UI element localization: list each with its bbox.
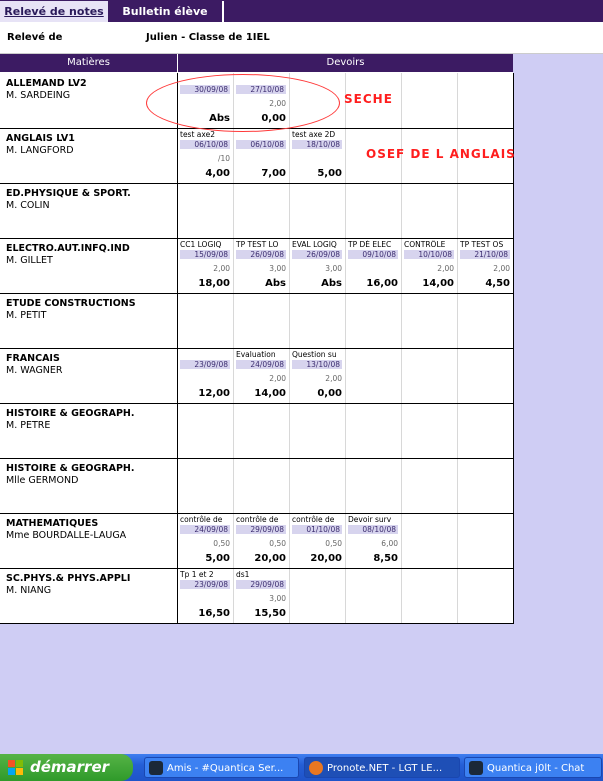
grade-cell[interactable]: [290, 348, 345, 403]
task-label: Quantica j0lt - Chat: [487, 763, 585, 774]
assignment-date: 13/10/08: [292, 360, 342, 369]
grade-value: 16,50: [198, 608, 230, 619]
grade-value: 5,00: [205, 553, 230, 564]
red-circle-annotation: [146, 74, 340, 132]
assignment-coefficient: 0,50: [325, 539, 342, 548]
assignment-title: CONTRÔLE: [404, 240, 446, 249]
assignment-date: 26/09/08: [292, 250, 342, 259]
assignment-coefficient: /10: [218, 154, 231, 163]
subject-row: [0, 403, 513, 459]
tab-releve-de-notes[interactable]: Relevé de notes: [0, 1, 108, 22]
assignment-date: 24/09/08: [236, 360, 286, 369]
subject-row: [0, 568, 513, 624]
grade-value: Abs: [265, 278, 286, 289]
assignment-title: TP TEST LO: [236, 240, 279, 249]
teacher-name: M. COLIN: [6, 200, 50, 211]
assignment-title: TP TEST OS: [460, 240, 504, 249]
firefox-icon: [309, 761, 323, 775]
grade-value: 5,00: [317, 168, 342, 179]
assignment-date: 27/10/08: [236, 85, 286, 94]
subject-row: [0, 183, 513, 239]
teacher-name: Mlle GERMOND: [6, 475, 79, 486]
start-button[interactable]: [0, 754, 133, 781]
subject-row: [0, 293, 513, 349]
assignment-title: Devoir surv: [348, 515, 392, 524]
assignment-coefficient: 2,00: [269, 374, 286, 383]
task-label: Amis - #Quantica Ser...: [167, 763, 284, 774]
assignment-date: 08/10/08: [348, 525, 398, 534]
assignment-date: 30/09/08: [180, 85, 230, 94]
assignment-coefficient: 3,00: [269, 264, 286, 273]
assignment-date: 18/10/08: [292, 140, 342, 149]
subject-name: FRANCAIS: [6, 353, 60, 364]
teacher-name: M. WAGNER: [6, 365, 63, 376]
grade-value: 8,50: [373, 553, 398, 564]
assignment-coefficient: 2,00: [437, 264, 454, 273]
grade-cell[interactable]: [234, 238, 289, 293]
teacher-name: M. LANGFORD: [6, 145, 74, 156]
grade-value: 4,50: [485, 278, 510, 289]
grade-cell[interactable]: [234, 513, 289, 568]
assignment-date: 15/09/08: [180, 250, 230, 259]
grade-value: Abs: [209, 113, 230, 124]
subject-name: ALLEMAND LV2: [6, 78, 87, 89]
assignment-title: test axe 2D: [292, 130, 336, 139]
grade-value: 0,00: [261, 113, 286, 124]
teacher-name: M. NIANG: [6, 585, 52, 596]
tab-divider: [222, 1, 224, 22]
start-label: démarrer: [30, 758, 110, 776]
tab-bulletin-eleve[interactable]: Bulletin élève: [122, 5, 208, 18]
grade-value: Abs: [321, 278, 342, 289]
teacher-name: M. PETRE: [6, 420, 51, 431]
assignment-date: 23/09/08: [180, 580, 230, 589]
assignment-coefficient: 2,00: [493, 264, 510, 273]
subject-row: [0, 238, 513, 294]
grade-cell[interactable]: [178, 348, 233, 403]
assignment-title: contrôle de: [292, 515, 335, 524]
grade-value: 20,00: [254, 553, 286, 564]
assignment-title: contrôle de: [236, 515, 279, 524]
grade-value: 7,00: [261, 168, 286, 179]
grade-cell[interactable]: [402, 238, 457, 293]
subject-name: ANGLAIS LV1: [6, 133, 75, 144]
subject-name: ETUDE CONSTRUCTIONS: [6, 298, 136, 309]
assignment-title: TP DÉ ELEC: [348, 240, 392, 249]
steam-icon: [469, 761, 483, 775]
annotation-osef: OSEF DE L ANGLAIS: [366, 147, 516, 161]
teacher-name: M. GILLET: [6, 255, 53, 266]
subject-name: ELECTRO.AUT.INFQ.IND: [6, 243, 130, 254]
taskbar-item-pronote[interactable]: [304, 757, 460, 778]
grade-cell[interactable]: [290, 238, 345, 293]
grade-cell[interactable]: [178, 513, 233, 568]
grade-cell[interactable]: [178, 128, 233, 183]
grade-cell[interactable]: [234, 128, 289, 183]
assignment-coefficient: 2,00: [269, 99, 286, 108]
assignment-title: ds1: [236, 570, 250, 579]
subject-row: [0, 348, 513, 404]
assignment-title: Evaluation: [236, 350, 276, 359]
assignment-title: contrôle de: [180, 515, 223, 524]
assignment-date: 10/10/08: [404, 250, 454, 259]
subject-name: MATHEMATIQUES: [6, 518, 99, 529]
grades-table: [0, 54, 513, 624]
grade-cell[interactable]: [346, 238, 401, 293]
steam-icon: [149, 761, 163, 775]
assignment-coefficient: 2,00: [213, 264, 230, 273]
subject-name: SC.PHYS.& PHYS.APPLI: [6, 573, 131, 584]
grade-value: 16,00: [366, 278, 398, 289]
assignment-date: 09/10/08: [348, 250, 398, 259]
grade-value: 0,00: [317, 388, 342, 399]
annotation-seche: SECHE: [344, 92, 393, 106]
assignment-date: 01/10/08: [292, 525, 342, 534]
assignment-coefficient: 0,50: [213, 539, 230, 548]
grade-value: 18,00: [198, 278, 230, 289]
subject-row: [0, 458, 513, 514]
assignment-title: CC1 LOGIQ: [180, 240, 222, 249]
subject-name: HISTOIRE & GEOGRAPH.: [6, 463, 135, 474]
assignment-date: 23/09/08: [180, 360, 230, 369]
grade-value: 12,00: [198, 388, 230, 399]
grade-value: 14,00: [422, 278, 454, 289]
assignment-coefficient: 3,00: [325, 264, 342, 273]
assignment-coefficient: 2,00: [325, 374, 342, 383]
teacher-name: Mme BOURDALLE-LAUGA: [6, 530, 127, 541]
taskbar-item-chat[interactable]: [464, 757, 602, 778]
tab-bar: [0, 0, 603, 22]
taskbar-item-amis[interactable]: [144, 757, 299, 778]
assignment-date: 29/09/08: [236, 525, 286, 534]
assignment-date: 26/09/08: [236, 250, 286, 259]
grade-cell[interactable]: [290, 513, 345, 568]
assignment-coefficient: 6,00: [381, 539, 398, 548]
grade-cell[interactable]: [234, 348, 289, 403]
assignment-date: 21/10/08: [460, 250, 510, 259]
column-header-subjects: Matières: [0, 54, 177, 72]
grade-value: 14,00: [254, 388, 286, 399]
page-header: [0, 22, 603, 54]
assignment-date: 06/10/08: [180, 140, 230, 149]
grade-cell[interactable]: [290, 128, 345, 183]
grade-value: 15,50: [254, 608, 286, 619]
student-name: Julien - Classe de 1IEL: [146, 32, 270, 43]
assignment-title: Tp 1 et 2: [180, 570, 214, 579]
subject-name: HISTOIRE & GEOGRAPH.: [6, 408, 135, 419]
header-label: Relevé de: [7, 32, 63, 43]
assignment-coefficient: 0,50: [269, 539, 286, 548]
assignment-date: 06/10/08: [236, 140, 286, 149]
grade-value: 20,00: [310, 553, 342, 564]
task-label: Pronote.NET - LGT LE...: [327, 763, 443, 774]
subject-row: [0, 513, 513, 569]
assignment-title: Question su: [292, 350, 337, 359]
assignment-title: EVAL LOGIQ: [292, 240, 337, 249]
grade-cell[interactable]: [458, 238, 513, 293]
teacher-name: M. SARDEING: [6, 90, 71, 101]
assignment-coefficient: 3,00: [269, 594, 286, 603]
teacher-name: M. PETIT: [6, 310, 47, 321]
grade-cell[interactable]: [178, 238, 233, 293]
grade-cell[interactable]: [234, 568, 289, 623]
subject-name: ED.PHYSIQUE & SPORT.: [6, 188, 131, 199]
grade-value: 4,00: [205, 168, 230, 179]
column-header-assignments: Devoirs: [178, 54, 513, 72]
assignment-date: 29/09/08: [236, 580, 286, 589]
grade-cell[interactable]: [346, 513, 401, 568]
windows-flag-icon: [8, 760, 24, 775]
assignment-date: 24/09/08: [180, 525, 230, 534]
grade-cell[interactable]: [178, 568, 233, 623]
taskbar: [0, 754, 603, 781]
assignment-title: test axe2: [180, 130, 215, 139]
